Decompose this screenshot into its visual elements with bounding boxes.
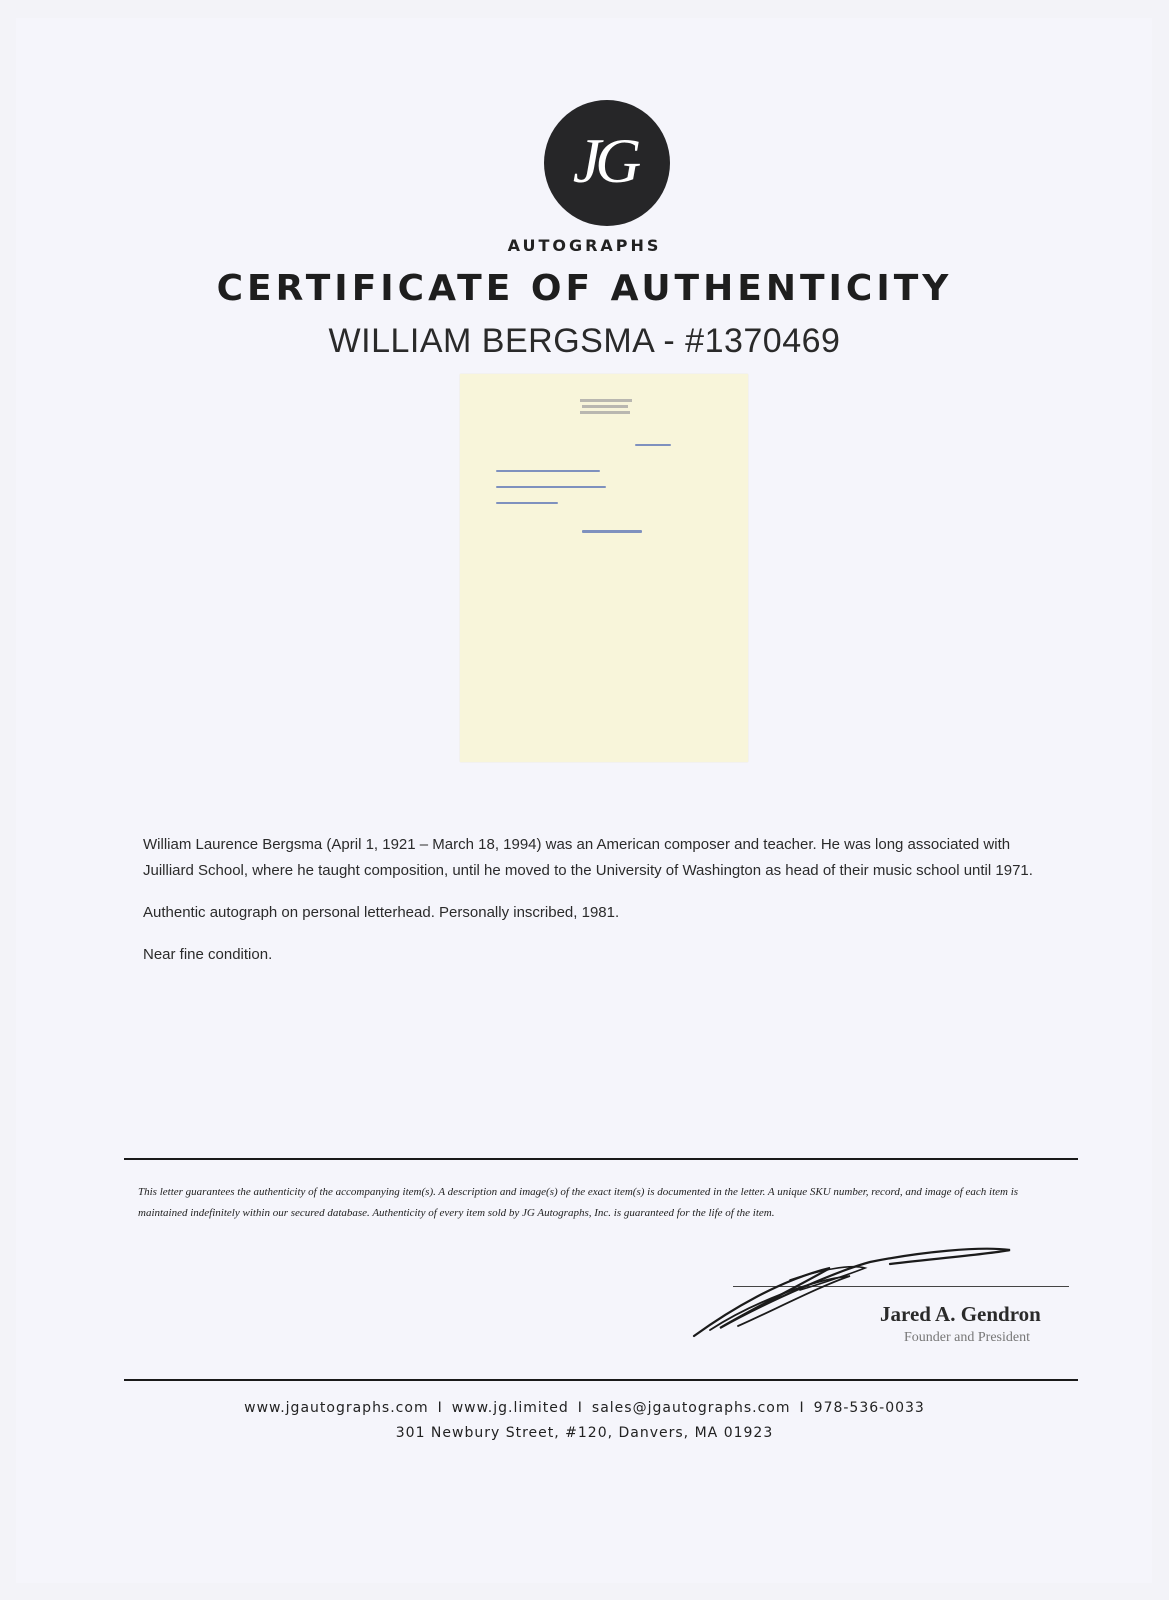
handwriting-line (496, 486, 606, 488)
jg-logo (544, 100, 670, 226)
footer-separator: I (799, 1400, 805, 1416)
letterhead-line (580, 411, 630, 414)
signatory-name: Jared A. Gendron (880, 1302, 1041, 1326)
disclaimer-text: This letter guarantees the authenticity of the accompanying item(s). A description and image(s) of the exact item(s) is documented in the letter. A unique SKU number, record, and image of each item is maintained indefinitely within our secured database. Authenticity of every item sold by JG Autographs, Inc. is guaranteed for the life of the item. (138, 1186, 1019, 1219)
certificate-title: CERTIFICATE OF AUTHENTICITY (216, 268, 953, 309)
handwriting-date (635, 444, 671, 446)
handwriting-line (496, 470, 600, 472)
bio-paragraph: William Laurence Bergsma (April 1, 1921 – March 18, 1994) was an American composer and teacher. He was long associated with Juilliard School, where he taught composition, until he moved to the University of Washington as head of their music school until 1971. (143, 836, 1033, 879)
letterhead-line (582, 405, 628, 408)
footer-separator: I (577, 1400, 583, 1416)
top-divider (124, 1158, 1078, 1160)
footer-address: 301 Newbury Street, #120, Danvers, MA 01923 (395, 1425, 774, 1441)
item-description (143, 832, 1063, 984)
letterhead-line (580, 399, 632, 402)
condition-paragraph: Near fine condition. (143, 946, 273, 963)
item-paragraph: Authentic autograph on personal letterhead. Personally inscribed, 1981. (143, 904, 620, 921)
signatory-title: Founder and President (904, 1330, 1030, 1345)
phone-number: 978-536-0033 (813, 1400, 925, 1416)
website-link-2[interactable]: www.jg.limited (451, 1400, 569, 1416)
footer-separator: I (437, 1400, 443, 1416)
signed-letter-image (460, 374, 748, 762)
certificate-subtitle: WILLIAM BERGSMA - #1370469 (328, 322, 841, 360)
logo-brand-name: AUTOGRAPHS (507, 236, 662, 255)
footer-contacts (0, 1400, 1169, 1416)
handwriting-signature (582, 530, 642, 533)
website-link[interactable]: www.jgautographs.com (244, 1400, 429, 1416)
email-link[interactable]: sales@jgautographs.com (591, 1400, 791, 1416)
bottom-divider (124, 1379, 1078, 1381)
logo-mark: JG (572, 125, 636, 196)
handwriting-line (496, 502, 558, 504)
